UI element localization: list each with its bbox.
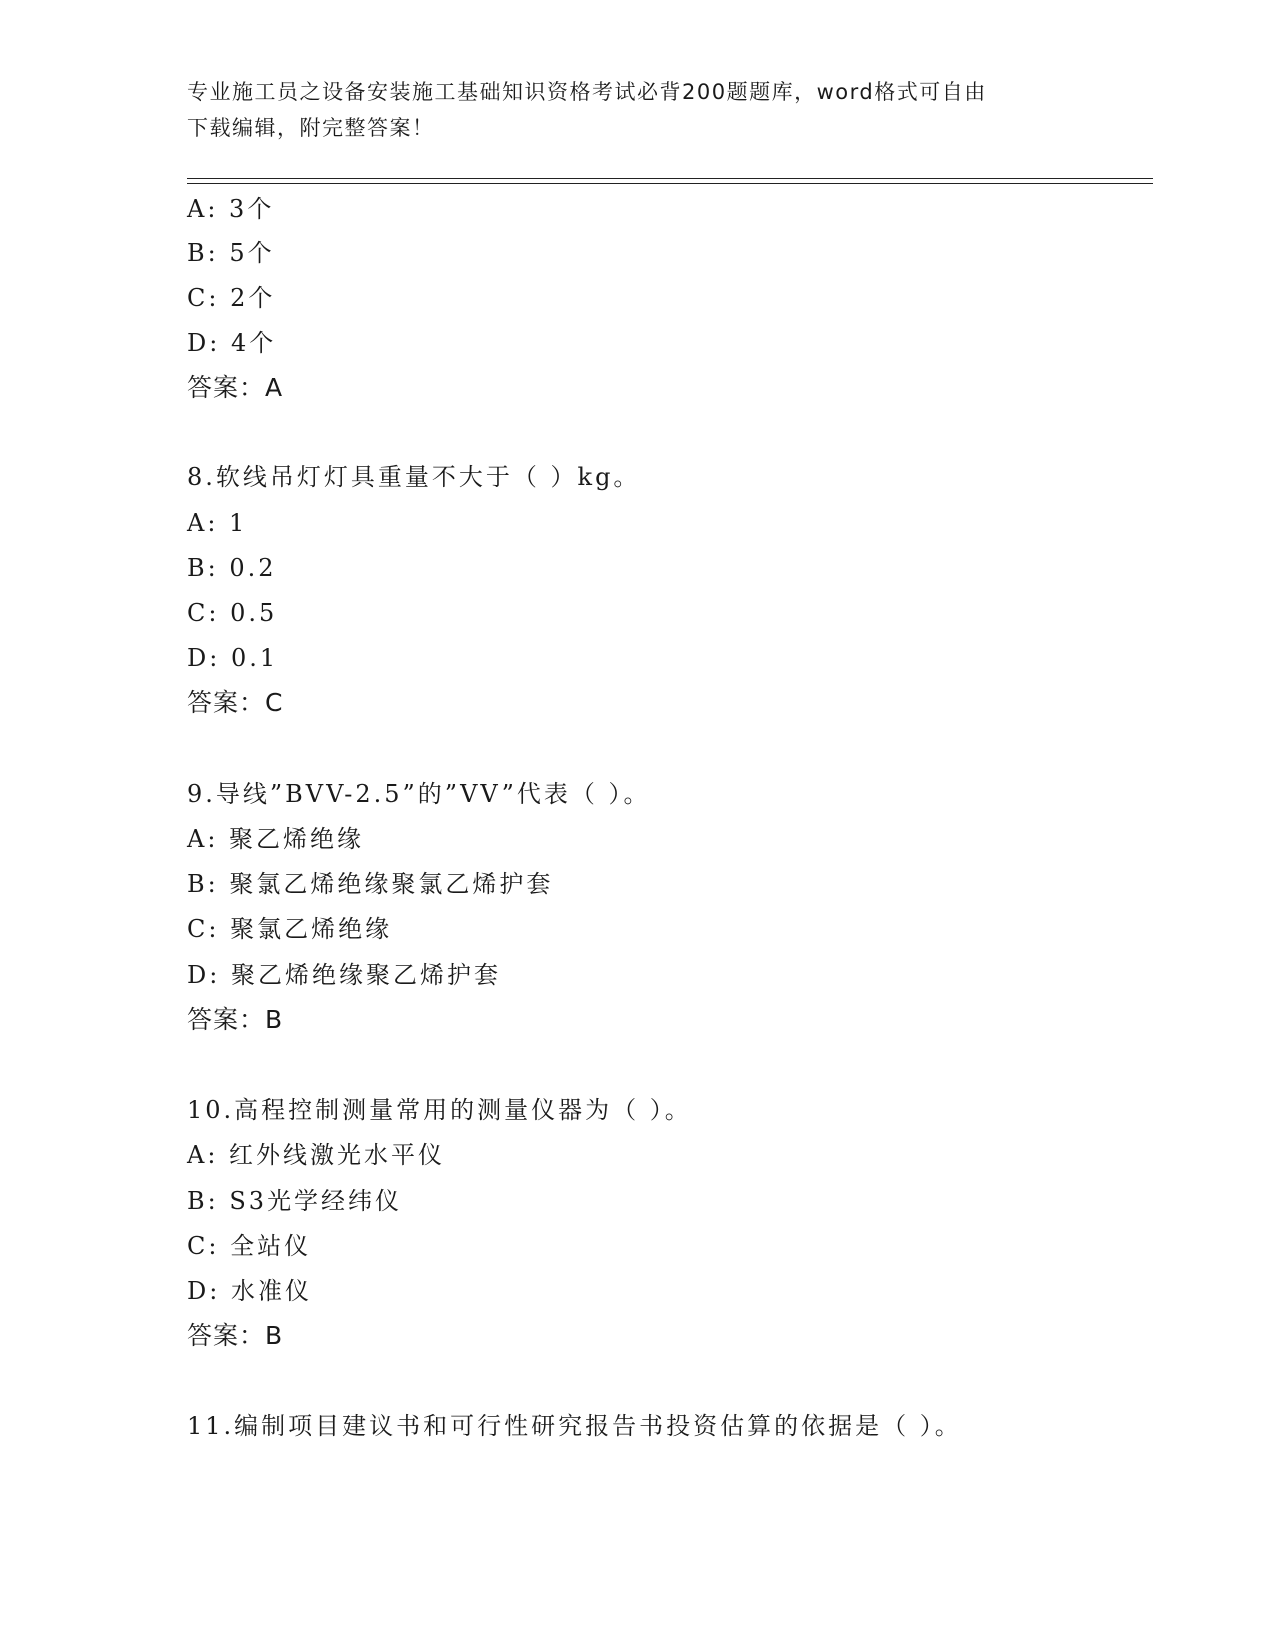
q8-option-c: C: 0.5 [187, 599, 278, 627]
header-line-1: 专业施工员之设备安装施工基础知识资格考试必背200题题库，word格式可自由 [187, 80, 987, 104]
q10-question: 10.高程控制测量常用的测量仪器为（ ）。 [187, 1096, 692, 1124]
document-header [187, 74, 1067, 146]
q7-option-c: C: 2个 [187, 284, 276, 312]
q9-question: 9.导线”BVV-2.5”的”VV”代表（ ）。 [187, 780, 651, 808]
q11-question: 11.编制项目建议书和可行性研究报告书投资估算的依据是（ ）。 [187, 1412, 962, 1440]
q7-option-b: B: 5个 [187, 239, 275, 267]
q9-answer: 答案：B [187, 1005, 284, 1034]
q9-option-a: A: 聚乙烯绝缘 [187, 825, 365, 853]
q8-option-a: A: 1 [187, 509, 248, 537]
q10-option-a: A: 红外线激光水平仪 [187, 1141, 446, 1169]
q8-option-b: B: 0.2 [187, 554, 277, 582]
q7-option-a: A: 3个 [187, 195, 275, 223]
q8-question: 8.软线吊灯灯具重量不大于（ ）kg。 [187, 463, 641, 491]
q8-option-d: D: 0.1 [187, 644, 279, 672]
header-divider-top [187, 178, 1153, 179]
q7-option-d: D: 4个 [187, 329, 277, 357]
q9-option-b: B: 聚氯乙烯绝缘聚氯乙烯护套 [187, 870, 554, 898]
q10-option-d: D: 水准仪 [187, 1277, 312, 1305]
q7-answer: 答案：A [187, 373, 284, 402]
q9-option-c: C: 聚氯乙烯绝缘 [187, 915, 393, 943]
q10-option-c: C: 全站仪 [187, 1232, 312, 1260]
q9-option-d: D: 聚乙烯绝缘聚乙烯护套 [187, 961, 501, 989]
header-divider-bottom [187, 183, 1153, 184]
q10-answer: 答案：B [187, 1321, 284, 1350]
q10-option-b: B: S3光学经纬仪 [187, 1187, 403, 1215]
header-line-2: 下载编辑，附完整答案！ [187, 116, 435, 140]
q8-answer: 答案：C [187, 688, 284, 717]
